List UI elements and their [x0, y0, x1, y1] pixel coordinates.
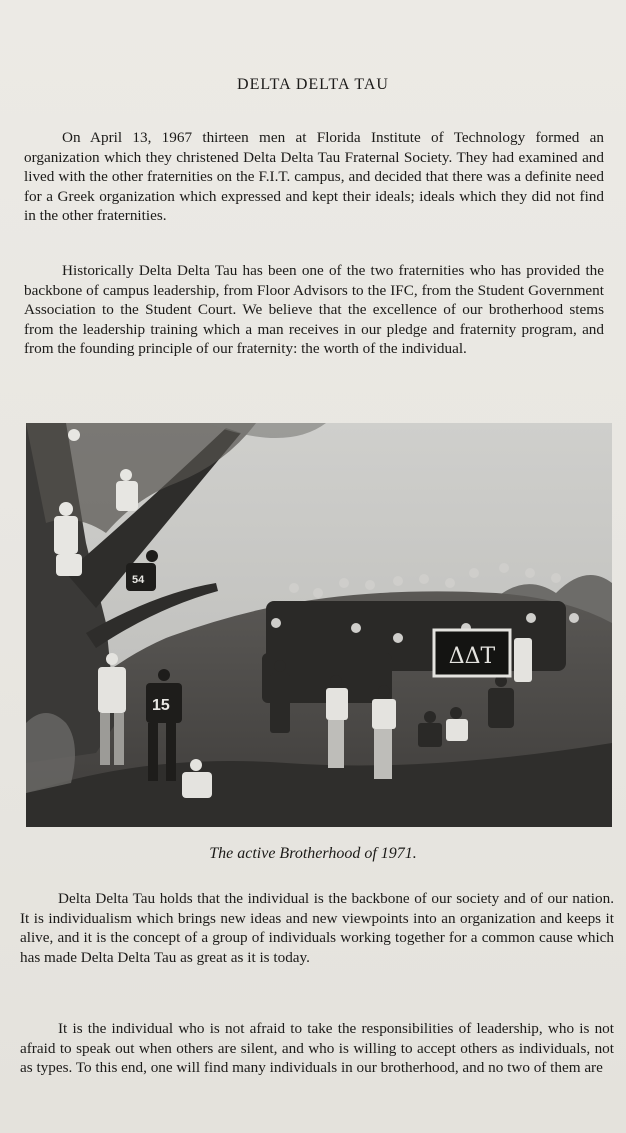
page-title: DELTA DELTA TAU — [237, 76, 389, 93]
paragraph-history: Historically Delta Delta Tau has been one of the two fraternities who has provided the backbone of campus leadership, from Floor Advisors to the IFC, from the Student Government Association to the Student Court. We believe that the excellence of our brotherhood stems from the leadership training which a man receives in our pledge and fraternity program, and from the founding principle of our fraternity: the worth of the individual. — [24, 262, 604, 358]
paragraph-individualism: Delta Delta Tau holds that the individual is the backbone of our society and of our nation. It is individualism which brings new ideas and new viewpoints into an organization and keeps it alive, and it is the concept of a group of individuals working together for a common cause which has made Delta Delta Tau as great as it is today. — [20, 890, 614, 966]
brotherhood-photo — [26, 423, 612, 827]
jersey-number-15: 15 — [152, 697, 170, 714]
jersey-number-54: 54 — [132, 574, 145, 586]
banner-text: ΔΔΤ — [448, 644, 496, 669]
paragraph-founding: On April 13, 1967 thirteen men at Florida Institute of Technology formed an organization which they christened Delta Delta Tau Fraternal Society. They had examined and lived with the other fraternities on the F.I.T. campus, and decided that there was a definite need for a Greek organization which expressed and kept their ideals; ideals which they did not find in the other fraternities. — [24, 129, 604, 225]
paragraph-leadership: It is the individual who is not afraid to take the responsibilities of leadership, who is not afraid to speak out when others are silent, and who is willing to accept others as individuals, not as types. To this end, one will find many individuals in our brotherhood, and no two of them are — [20, 1020, 614, 1077]
photo-caption: The active Brotherhood of 1971. — [209, 845, 417, 862]
